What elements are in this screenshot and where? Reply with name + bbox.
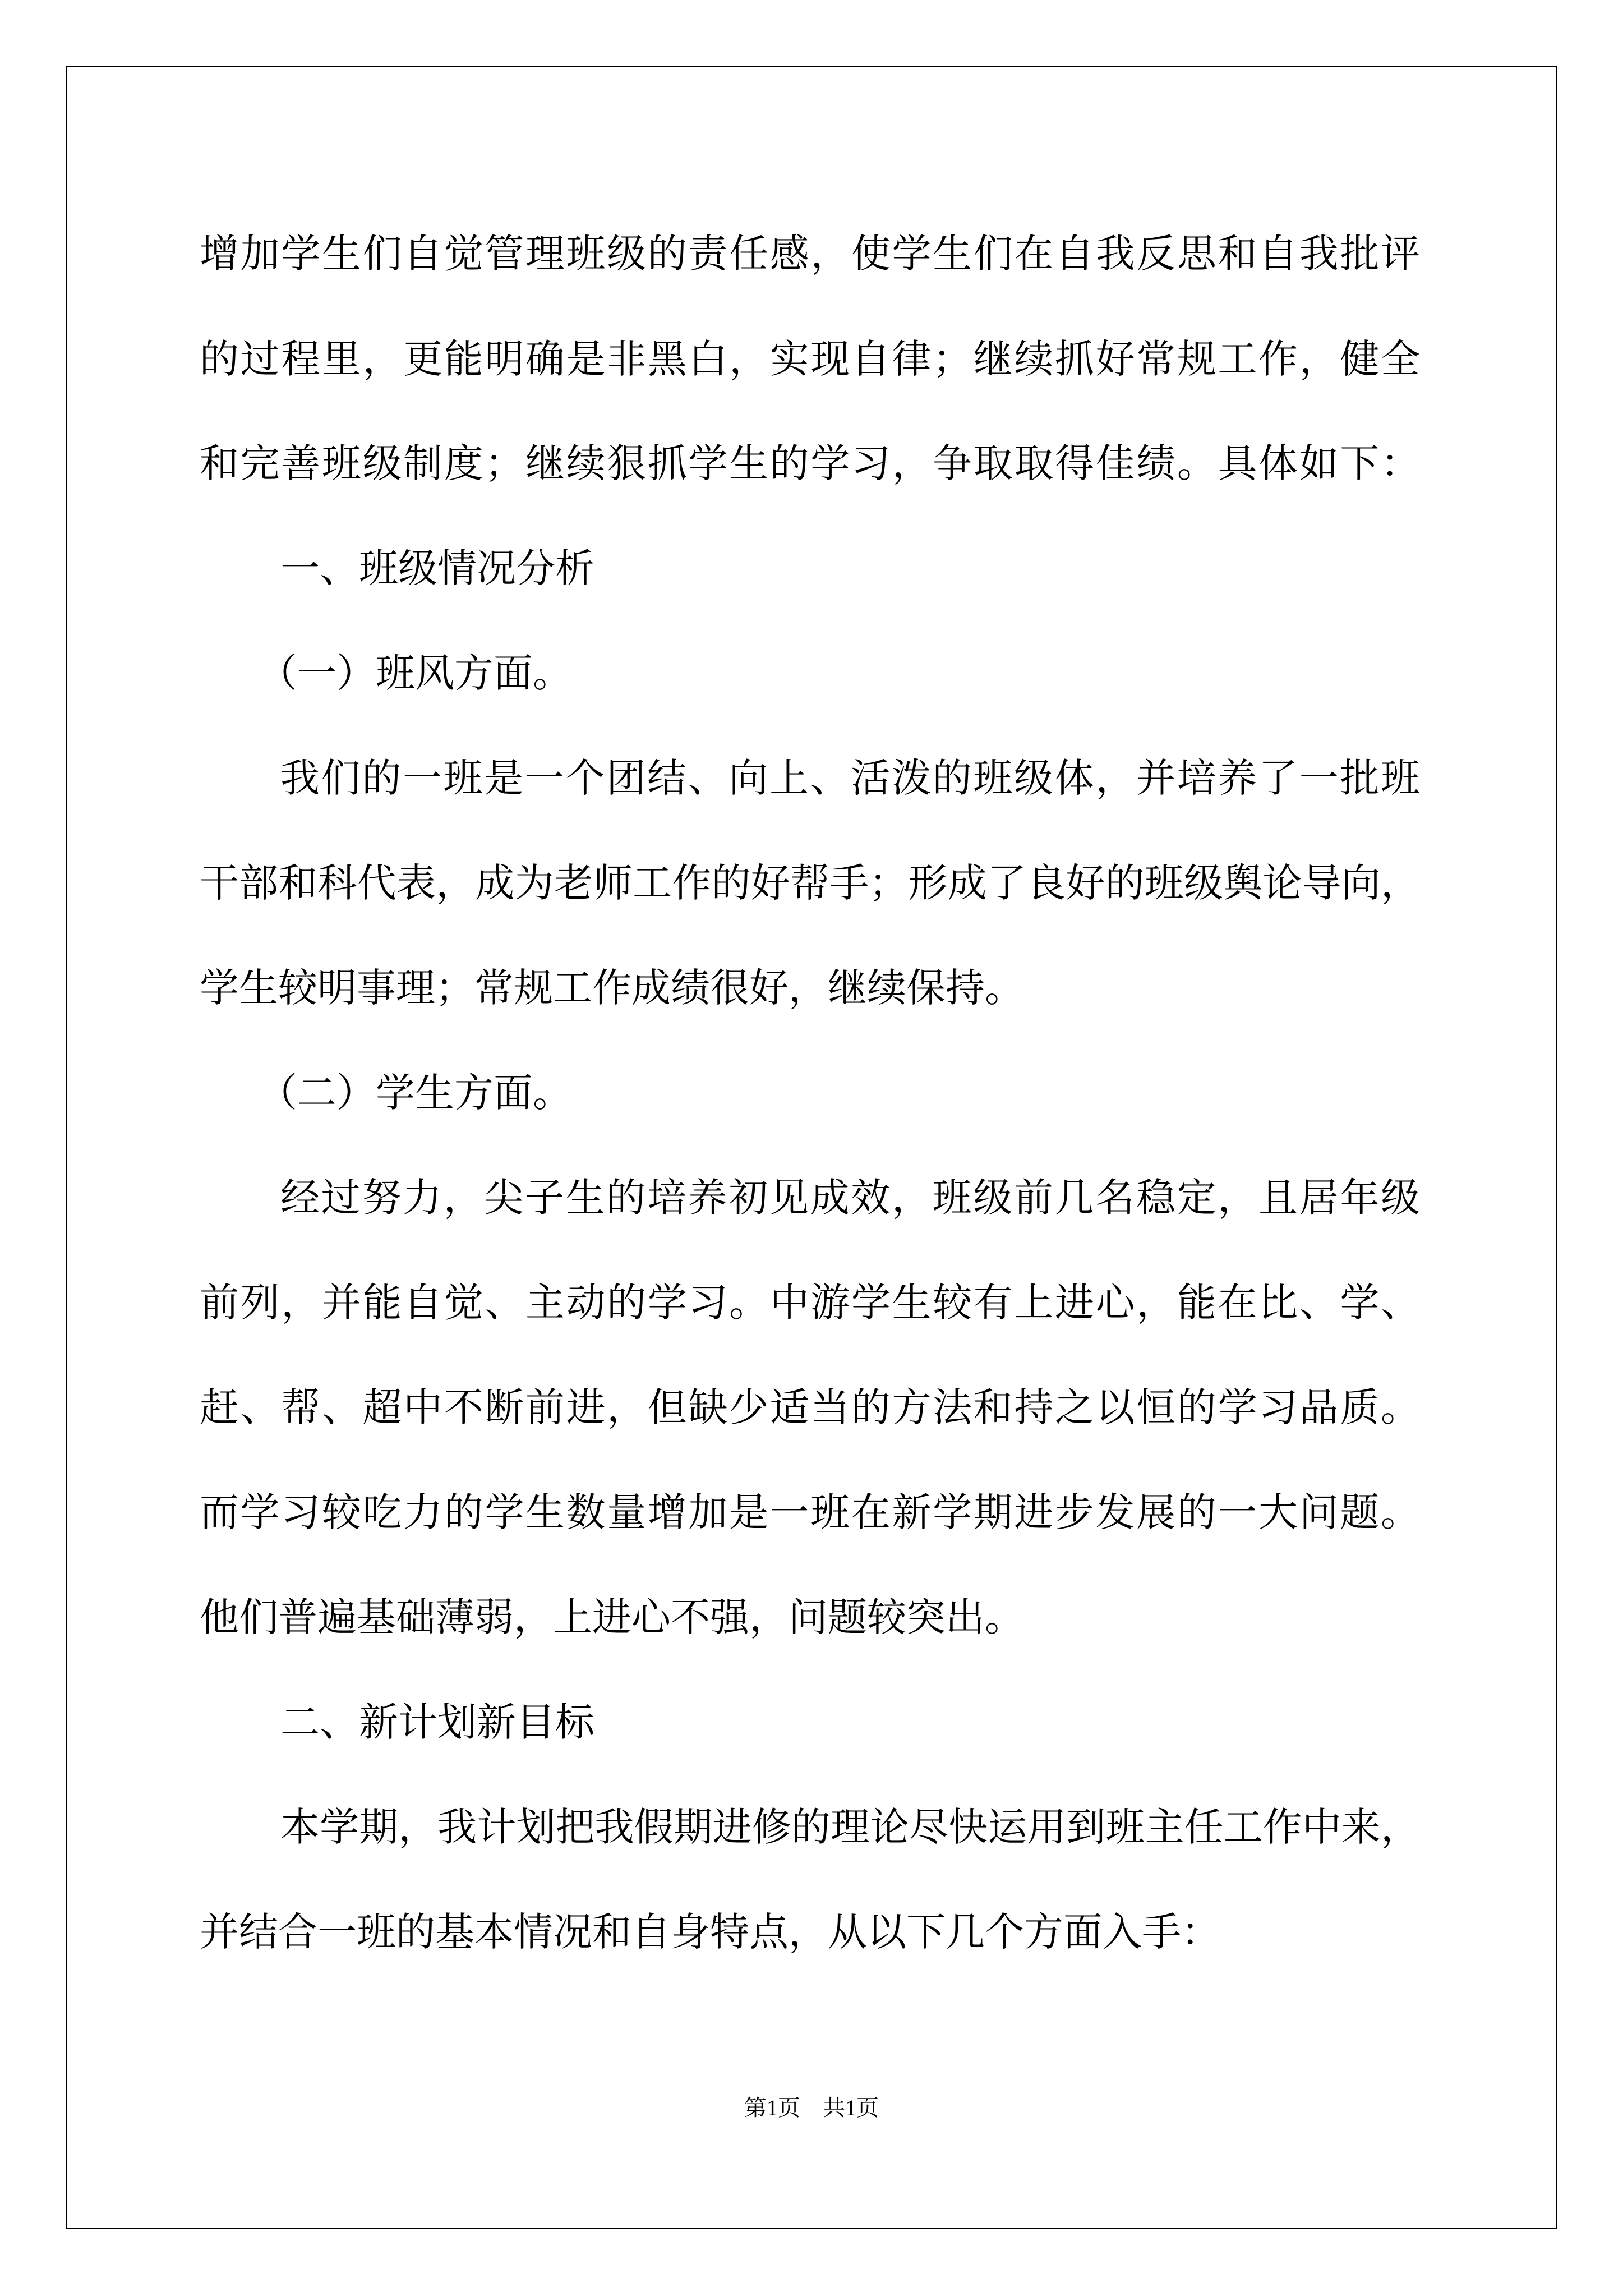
paragraph-line: 而学习较吃力的学生数量增加是一班在新学期进步发展的一大问题。 [200, 1489, 1420, 1535]
subsection-heading: （一）班风方面。 [258, 650, 572, 696]
paragraph-line: 经过努力，尖子生的培养初见成效，班级前几名稳定，且居年级 [280, 1175, 1420, 1221]
page-number-footer: 第1页 共1页 [744, 2095, 879, 2120]
paragraph-line: 前列，并能自觉、主动的学习。中游学生较有上进心，能在比、学、 [200, 1280, 1420, 1326]
paragraph-line: 赶、帮、超中不断前进，但缺少适当的方法和持之以恒的学习品质。 [200, 1384, 1420, 1430]
paragraph-line: 干部和科代表，成为老师工作的好帮手；形成了良好的班级舆论导向， [200, 860, 1420, 906]
paragraph-line: 和完善班级制度；继续狠抓学生的学习，争取取得佳绩。具体如下： [200, 440, 1420, 486]
paragraph-line: 本学期，我计划把我假期进修的理论尽快运用到班主任工作中来， [280, 1804, 1420, 1850]
subsection-heading: （二）学生方面。 [258, 1070, 572, 1116]
paragraph-line: 的过程里，更能明确是非黑白，实现自律；继续抓好常规工作，健全 [200, 336, 1420, 382]
paragraph-line: 并结合一班的基本情况和自身特点，从以下几个方面入手： [200, 1909, 1220, 1955]
paragraph-line: 增加学生们自觉管理班级的责任感，使学生们在自我反思和自我批评 [200, 231, 1420, 277]
section-heading: 一、班级情况分析 [280, 545, 594, 591]
paragraph-line: 学生较明事理；常规工作成绩很好，继续保持。 [200, 965, 1024, 1011]
section-heading: 二、新计划新目标 [280, 1699, 594, 1745]
paragraph-line: 他们普遍基础薄弱，上进心不强，问题较突出。 [200, 1594, 1024, 1640]
paragraph-line: 我们的一班是一个团结、向上、活泼的班级体，并培养了一批班 [280, 755, 1420, 801]
